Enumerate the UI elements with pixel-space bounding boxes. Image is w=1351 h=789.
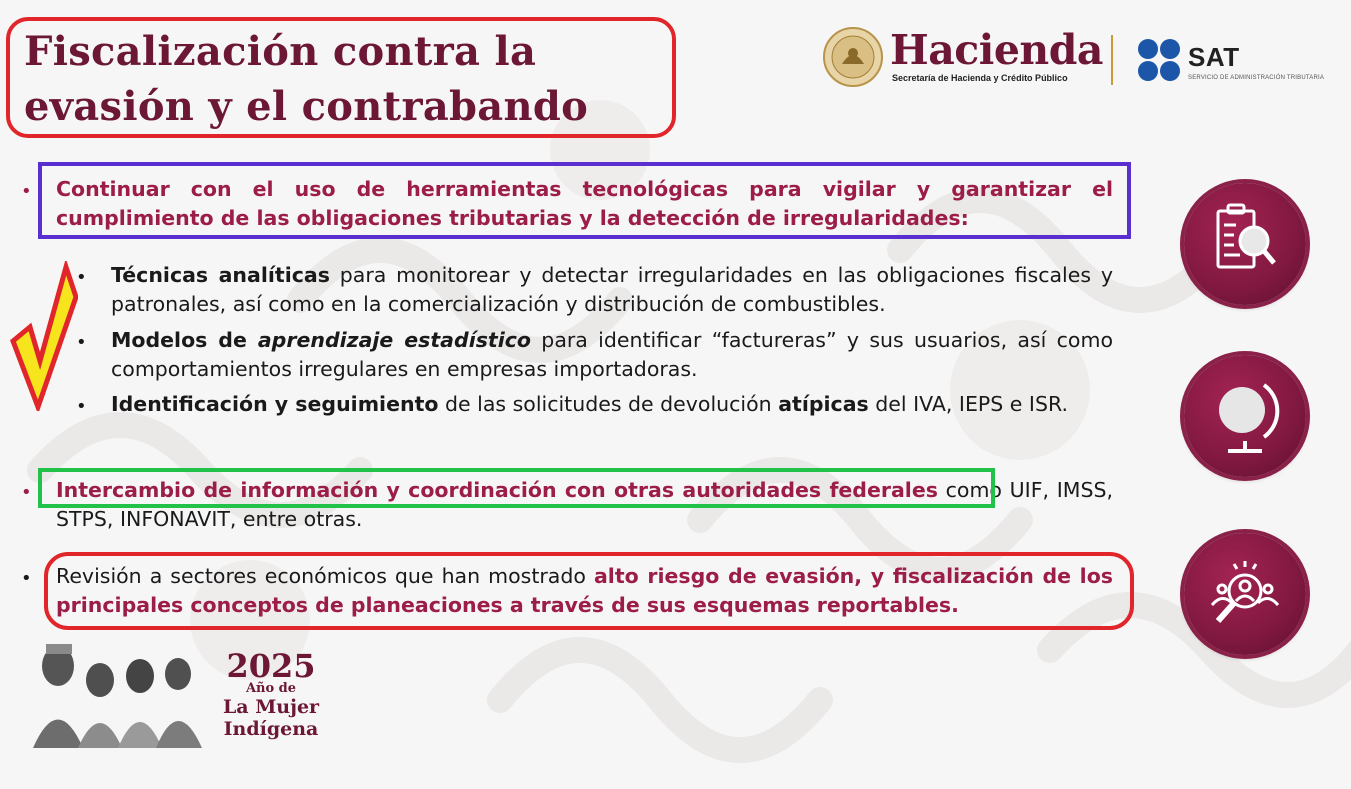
mexican-seal-icon	[822, 26, 884, 88]
bullet-3-text	[56, 562, 1113, 620]
sub-bullet-2-rest: para identificar “factureras” y sus usuarios, así como comportamientos irregulares en empresas importadoras.	[111, 328, 1113, 381]
bullet-3-end: .	[951, 593, 959, 617]
globe-icon	[1184, 355, 1306, 477]
bullet-2-text	[56, 476, 1113, 534]
bullet-3-plain: Revisión a sectores económicos que han mostrado	[56, 564, 594, 588]
checkmark-icon	[8, 261, 78, 411]
year-badge-line-3: La Mujer	[222, 696, 320, 718]
sub-bullet-dot: •	[76, 332, 87, 353]
bullet-2-highlight: Intercambio de información y coordinación con otras autoridades federales	[56, 478, 938, 502]
hacienda-wordmark: Hacienda	[890, 26, 1103, 74]
title-box	[6, 17, 676, 138]
bullet-dot: •	[21, 568, 32, 589]
indigenous-women-illustration	[28, 636, 208, 748]
bullet-3-highlight: alto riesgo de evasión, y fiscalización de los principales conceptos de planeaciones a través de sus esquemas reportables	[56, 564, 1113, 617]
bullet-1-text: Continuar con el uso de herramientas tecnológicas para vigilar y garantizar el cumplimiento de las obligaciones tributarias y la detección de irregularidades:	[56, 177, 1113, 230]
people-search-icon	[1184, 533, 1306, 655]
sub-bullet-dot: •	[76, 396, 87, 417]
sub-bullet-dot: •	[76, 267, 87, 288]
sub-bullet-1-rest: para monitorear y detectar irregularidades en las obligaciones fiscales y patronales, así como en la comercialización y distribución de combustibles.	[111, 263, 1113, 316]
hacienda-logo	[822, 26, 1103, 88]
bullet-dot: •	[21, 181, 32, 202]
bullet-dot: •	[21, 482, 32, 503]
sat-logo	[1137, 38, 1347, 84]
page-title-line-1: Fiscalización contra la	[24, 28, 537, 75]
hacienda-subtitle: Secretaría de Hacienda y Crédito Público	[892, 73, 1068, 83]
logo-divider	[1111, 35, 1113, 85]
sub-bullet-3-rest: del IVA, IEPS e ISR.	[868, 392, 1069, 416]
sub-bullet-2	[111, 326, 1113, 384]
sub-bullet-3-mid: de las solicitudes de devolución	[438, 392, 779, 416]
year-badge-line-4: Indígena	[223, 718, 319, 740]
sub-bullet-3-bold-2: atípicas	[778, 392, 869, 416]
sub-bullet-1-bold: Técnicas analíticas	[111, 263, 330, 287]
year-badge-year: 2025	[226, 647, 316, 685]
audit-document-magnifier-icon	[1184, 183, 1306, 305]
sat-dots-icon	[1137, 38, 1183, 84]
year-badge-line-2: Año de	[245, 681, 297, 696]
sat-wordmark: SAT	[1188, 42, 1240, 72]
sub-bullet-2-bold-italic: aprendizaje estadístico	[257, 328, 531, 352]
year-badge	[216, 647, 326, 740]
search-people-icon-circle	[1184, 533, 1306, 655]
globe-icon-circle	[1184, 355, 1306, 477]
bullet-2-rest: como UIF, IMSS, STPS, INFONAVIT, entre otras.	[56, 478, 1113, 531]
page-title-line-2: evasión y el contrabando	[24, 83, 589, 130]
sat-subtitle: SERVICIO DE ADMINISTRACIÓN TRIBUTARIA	[1188, 75, 1325, 81]
sub-bullet-2-bold: Modelos de	[111, 328, 258, 352]
sub-bullet-3	[111, 390, 1113, 419]
sub-bullet-3-bold: Identificación y seguimiento	[111, 392, 439, 416]
audit-icon-circle	[1184, 183, 1306, 305]
sub-bullet-1	[111, 261, 1113, 319]
